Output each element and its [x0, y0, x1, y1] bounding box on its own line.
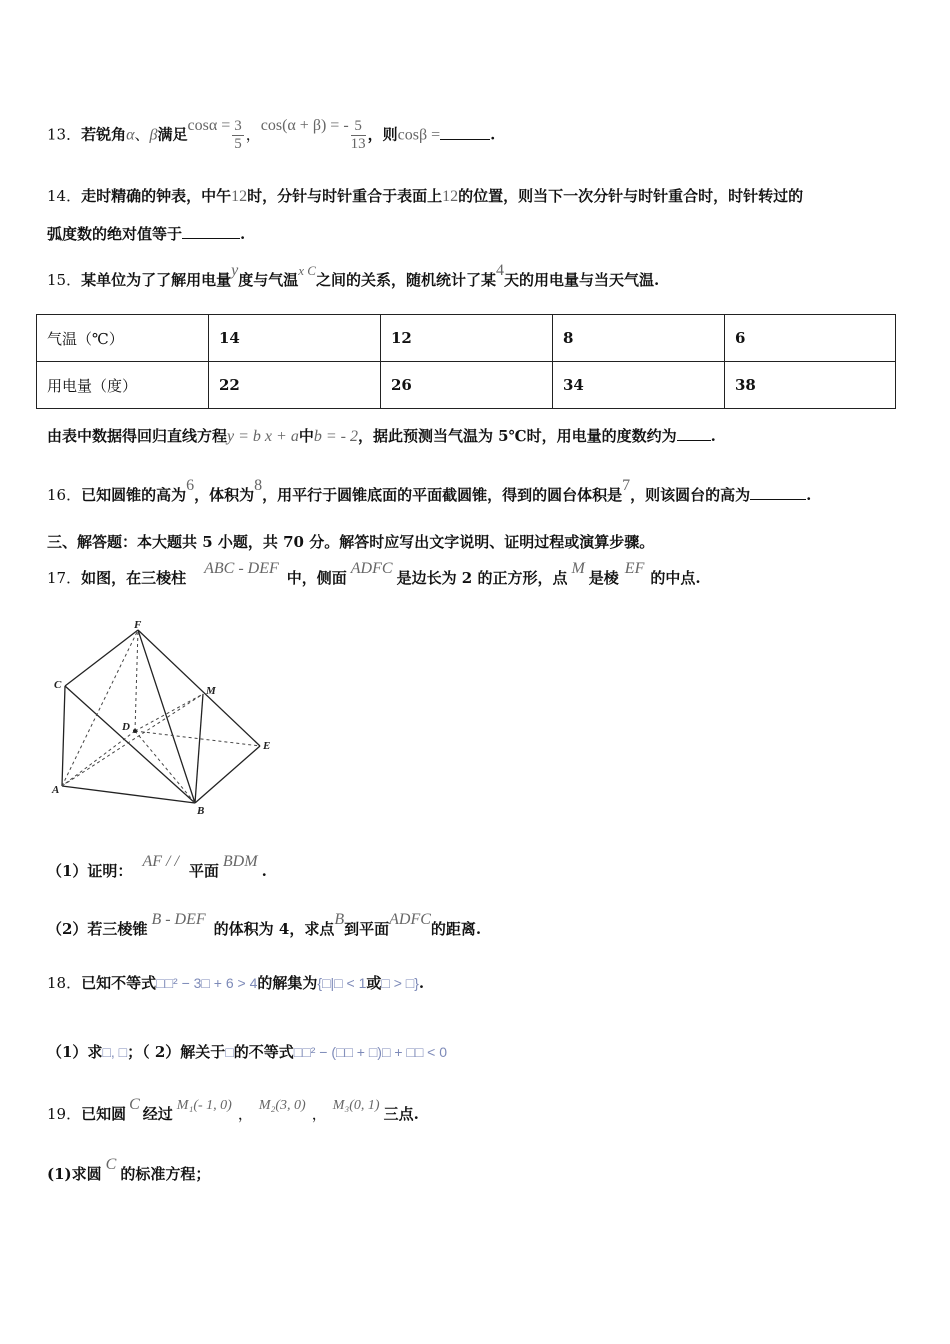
row-label: 用电量（度）: [37, 362, 209, 409]
answer-blank[interactable]: [750, 485, 806, 500]
edge-DF: [135, 630, 138, 731]
label-A: A: [52, 784, 60, 796]
prism-figure: [45, 618, 285, 818]
q16-line: 16．已知圆锥的高为6，体积为8，用平行于圆锥底面的平面截圆锥，得到的圆台体积是7，则该圆台的高为 .: [47, 477, 812, 504]
point-D: [133, 729, 137, 733]
answer-blank[interactable]: [677, 426, 711, 441]
q19-part1: (1)求圆C的标准方程；: [47, 1156, 211, 1183]
table-cell: 34: [553, 362, 725, 409]
q15-regression-line: 由表中数据得回归直线方程y = b x + a中b = - 2，据此预测当气温为 5℃时，用电量的度数约为 .: [47, 427, 716, 445]
q17-part1: （1）证明：AF / /平面BDM.: [47, 853, 267, 880]
table-cell: 26: [381, 362, 553, 409]
label-M: M: [206, 685, 216, 697]
edge-CF: [65, 630, 138, 686]
label-F: F: [134, 619, 142, 631]
q17-line: 17．如图，在三棱柱ABC - DEF中，侧面ADFC是边长为 2 的正方形，点M是棱EF的中点.: [47, 560, 701, 587]
edge-FE: [138, 630, 260, 746]
table-row: [37, 362, 896, 409]
answer-blank[interactable]: [182, 224, 240, 239]
edge-DA: [62, 731, 135, 786]
edge-BE: [195, 746, 260, 803]
q15-line: 15．某单位为了了解用电量y度与气温x C之间的关系，随机统计了某4天的用电量与当天气温.: [47, 262, 660, 289]
data-table: [36, 314, 896, 409]
q19-line: 19．已知圆C经过 M₁(- 1, 0) ， M₂(3, 0) ， M₃(0, 1) 三点.: [47, 1096, 419, 1123]
table-cell: 6: [725, 315, 896, 362]
label-E: E: [263, 740, 271, 752]
table-row: [37, 315, 896, 362]
edge-AM: [62, 694, 203, 786]
table-cell: 8: [553, 315, 725, 362]
q14-line1: 14．走时精确的钟表，中午12时，分针与时针重合于表面上12的位置，则当下一次分针与时针重合时，时针转过的: [47, 187, 804, 205]
answer-blank[interactable]: [440, 125, 490, 140]
edge-AF: [62, 630, 138, 786]
label-D: D: [122, 721, 130, 733]
table-cell: 22: [209, 362, 381, 409]
q18-line: 18．已知不等式□□² − 3□ + 6 > 4的解集为{□|□ < 1或□ > □}.: [47, 974, 425, 992]
section-heading: 三、解答题：本大题共 5 小题，共 70 分。解答时应写出文字说明、证明过程或演算步骤。: [47, 533, 655, 551]
fraction-3-5: $\frac{3}{5}$: [234, 118, 242, 152]
edge-DB: [135, 731, 195, 803]
label-B: B: [197, 805, 205, 817]
q14-line2: 弧度数的绝对值等于 .: [47, 225, 246, 243]
edge-CA: [62, 686, 65, 786]
edge-MB: [195, 694, 203, 803]
row-label: 气温（℃）: [37, 315, 209, 362]
edge-AB: [62, 786, 195, 803]
table-cell: 12: [381, 315, 553, 362]
q17-part2: （2）若三棱锥B - DEF的体积为 4，求点B到平面ADFC的距离.: [47, 911, 482, 938]
q18-part1: （1）求□, □；（ 2）解关于□的不等式□□² − (□□ + □)□ + □□ < 0: [47, 1043, 448, 1061]
q13-line: 13．若锐角α、β满足cosα = $\frac{3}{5}$ ，cos(α + β) = - $\frac{5}{13}$ ，则cosβ = .: [47, 116, 496, 152]
table-cell: 38: [725, 362, 896, 409]
fraction-5-13: $\frac{5}{13}$: [350, 118, 366, 152]
table-cell: 14: [209, 315, 381, 362]
label-C: C: [54, 679, 62, 691]
edge-DE: [135, 731, 260, 746]
